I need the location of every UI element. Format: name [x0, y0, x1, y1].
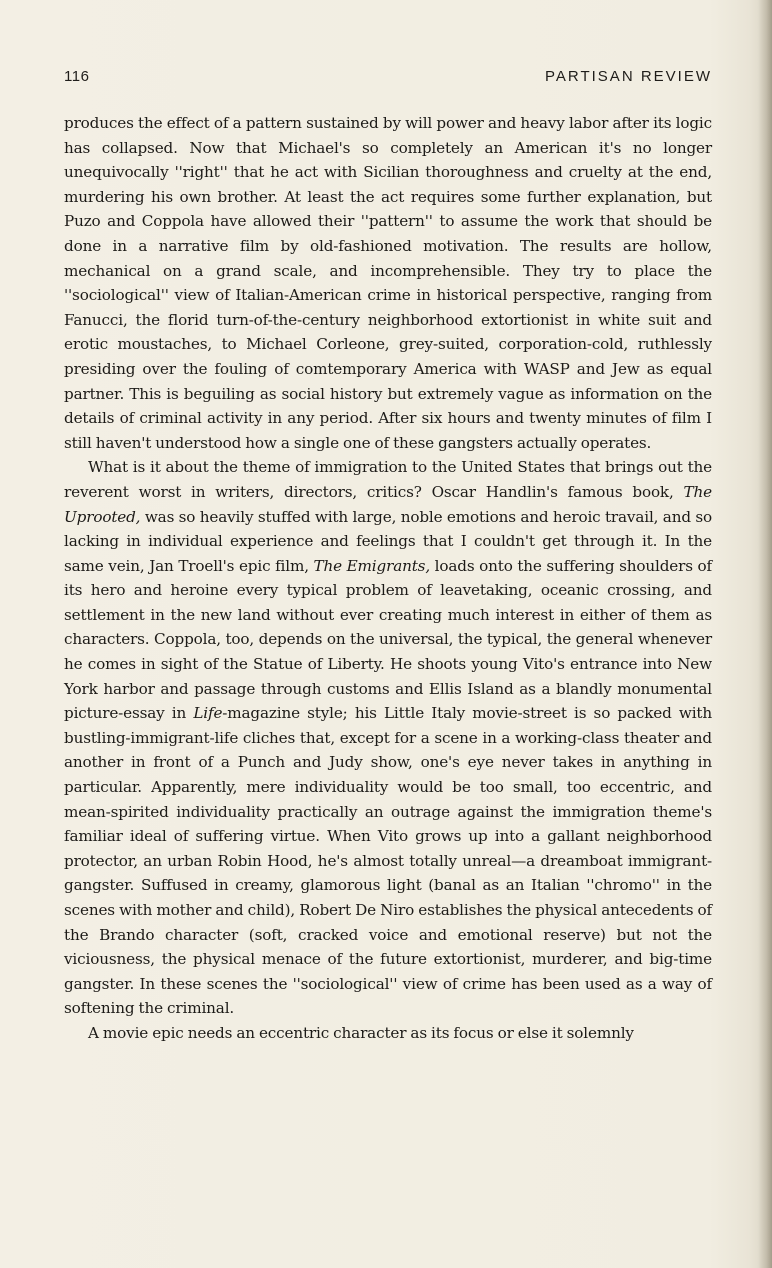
book-title-the-uprooted: The Uprooted, — [64, 482, 712, 526]
page-edge-shadow — [758, 0, 772, 1268]
paragraph-text: produces the effect of a pattern sustained by will power and heavy labor after its logic has collapsed. Now that Michael's so completely an American it's no longer unequivocally ''right'' that he act with Sicilian thoroughness and cruelty at the end, murdering his own brother. At least the act requires some further explanation, but Puzo and Coppola have allowed their ''pattern'' to assume the work that should be done in a narrative film by old-fashioned motivation. The results are hollow, mechanical on a grand scale, and incomprehensible. They try to place the ''sociological'' view of Italian-American crime in historical perspective, ranging from Fanucci, the florid turn-of-the-century neighborhood extortionist in white suit and erotic moustaches, to Michael Corleone, grey-suited, corporation-cold, ruthlessly presiding over the fouling of comtemporary America with WASP and Jew as equal partner. This is beguiling as social history but extremely vague as information on the details of criminal activity in any period. After six hours and twenty minutes of film I still haven't understood how a single one of these gangsters actually operates. — [64, 114, 712, 452]
paragraph-1 — [64, 111, 712, 455]
page-number: 116 — [64, 68, 90, 85]
paragraph-text: loads onto the suffering shoulders of its hero and heroine every typical problem of leavetaking, oceanic crossing, and settlement in the new land without ever creating much interest in either of them as characters. Coppola, too, depends on the universal, the typical, the general whenever he comes in sight of the Statue of Liberty. He shoots young Vito's entrance into New York harbor and passage through customs and Ellis Island as a blandly monumental picture-essay in — [64, 556, 712, 723]
magazine-title-life: Life — [193, 704, 223, 723]
article-body — [64, 111, 712, 1046]
paragraph-3 — [64, 1021, 712, 1046]
journal-title: PARTISAN REVIEW — [545, 68, 712, 85]
film-title-the-emigrants: The Emigrants, — [313, 556, 431, 575]
paragraph-text: A movie epic needs an eccentric character as its focus or else it solemnly — [88, 1023, 634, 1042]
paragraph-text: -magazine style; his Little Italy movie-street is so packed with bustling-immigrant-life cliches that, except for a scene in a working-class theater and another in front of a Punch and Judy show, one's eye never takes in anything in particular. Apparently, mere individuality would be too small, too eccentric, and mean-spirited individuality practically an outrage against the immigration theme's familiar ideal of suffering virtue. When Vito grows up into a gallant neighborhood protector, an urban Robin Hood, he's almost totally unreal—a dreamboat immigrant-gangster. Suffused in creamy, glamorous light (banal as an Italian ''chromo'' in the scenes with mother and child), Robert De Niro establishes the physical antecedents of the Brando character (soft, cracked voice and emotional reserve) but not the viciousness, the physical menace of the future extortionist, murderer, and big-time gangster. In these scenes the ''sociological'' view of crime has been used as a way of softening the criminal. — [64, 704, 712, 1018]
paragraph-text: What is it about the theme of immigration to the United States that brings out the reverent worst in writers, directors, critics? Oscar Handlin's famous book, — [64, 458, 712, 501]
paragraph-2 — [64, 455, 712, 1021]
running-header — [64, 68, 712, 92]
paragraph-text: was so heavily stuffed with large, noble emotions and heroic travail, and so lacking in individual experience and feelings that I couldn't get through it. In the same vein, Jan Troell's epic film, — [64, 507, 712, 575]
